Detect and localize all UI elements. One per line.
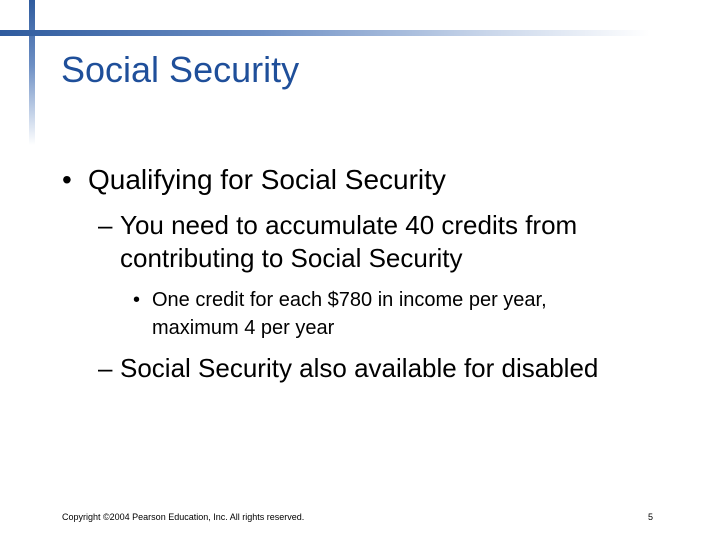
sub-sub-bullet-text: One credit for each $780 in income per year, maximum 4 per year xyxy=(152,289,547,339)
page-number: 5 xyxy=(648,512,654,522)
dash-mark: – xyxy=(98,353,113,383)
vertical-accent-bar xyxy=(29,0,35,145)
bullet-text: Qualifying for Social Security xyxy=(88,164,446,195)
sub-bullet-disabled xyxy=(98,352,678,385)
sub-bullet-credits xyxy=(98,209,658,275)
footer-copyright: Copyright ©2004 Pearson Education, Inc. All rights reserved. xyxy=(62,512,305,522)
sub-bullet-text: You need to accumulate 40 credits from contributing to Social Security xyxy=(120,210,578,273)
bullet-mark: • xyxy=(62,164,72,195)
bullet-qualifying xyxy=(62,162,446,198)
dash-mark: – xyxy=(98,210,113,240)
horizontal-accent-bar xyxy=(0,30,650,36)
sub-bullet-text: Social Security also available for disabled xyxy=(120,353,599,383)
slide-title: Social Security xyxy=(61,49,300,90)
sub-sub-bullet-credit-rule xyxy=(133,286,653,342)
bullet-mark: • xyxy=(133,289,141,311)
